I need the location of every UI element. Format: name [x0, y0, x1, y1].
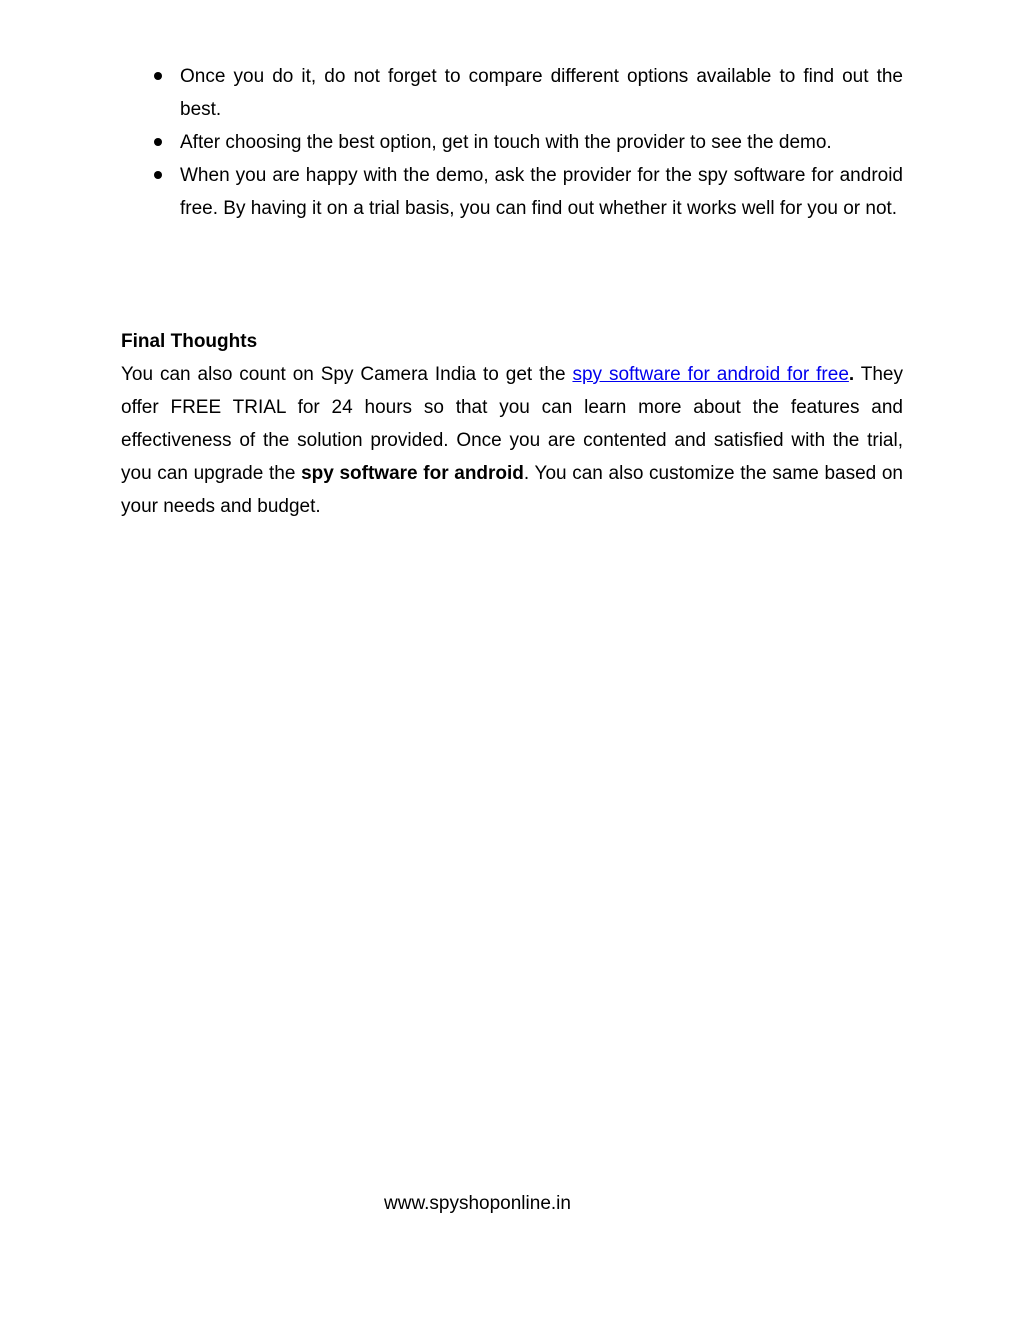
- list-item: [121, 60, 903, 126]
- spy-software-link[interactable]: spy software for android for free: [572, 364, 849, 385]
- bullet-icon: [154, 72, 162, 80]
- bold-phrase: spy software for android: [301, 463, 524, 484]
- footer-url: www.spyshoponline.in: [384, 1193, 571, 1214]
- bullet-icon: [154, 171, 162, 179]
- list-item: [121, 126, 903, 159]
- list-item-text: When you are happy with the demo, ask the provider for the spy software for android free. By having it on a trial basis, you can find out whether it works well for you or not.: [180, 165, 903, 219]
- list-item-text: After choosing the best option, get in touch with the provider to see the demo.: [180, 132, 832, 153]
- paragraph-intro: You can also count on Spy Camera India to get the: [121, 364, 573, 385]
- list-item: [121, 159, 903, 225]
- paragraph-end: . You can also customize the same based on your needs and budget.: [121, 463, 904, 517]
- paragraph-middle: They offer FREE TRIAL for 24 hours so that you can learn more about the features and effectiveness of the solution provided. Once you are contented and satisfied with the trial, you can upgrade the: [121, 364, 903, 484]
- link-period: .: [848, 364, 855, 385]
- list-item-text: Once you do it, do not forget to compare different options available to find out the best.: [180, 66, 903, 120]
- bullet-list: [121, 60, 903, 225]
- bullet-icon: [154, 138, 162, 146]
- section-heading: Final Thoughts: [121, 331, 258, 352]
- body-paragraph: [121, 358, 903, 523]
